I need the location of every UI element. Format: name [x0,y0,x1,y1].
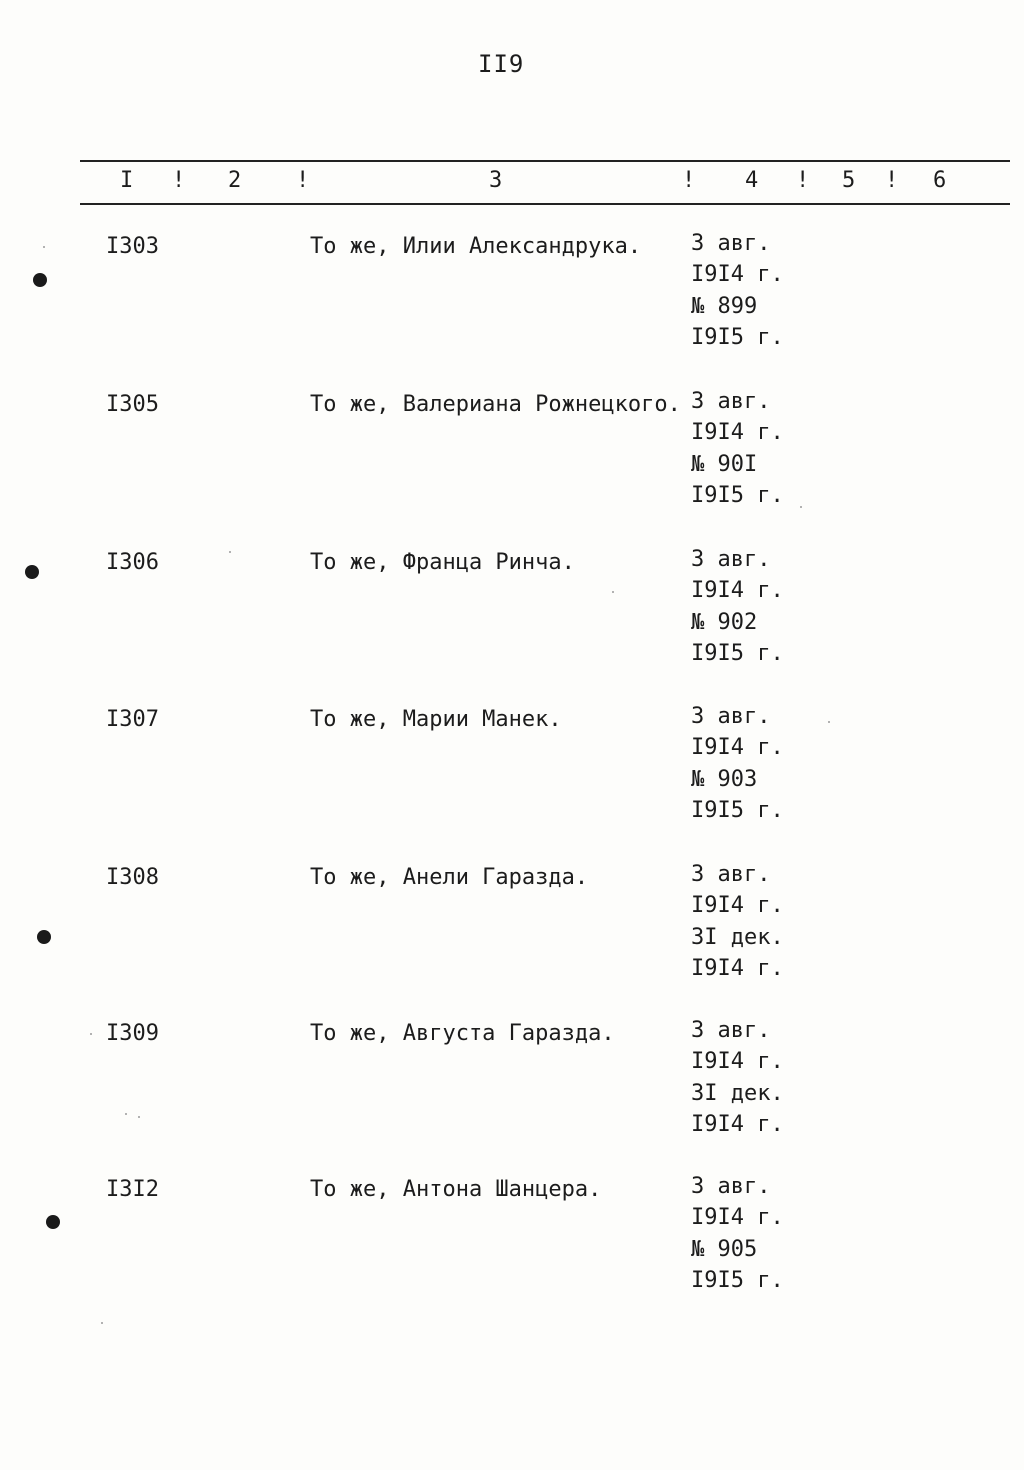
date-line: 3 авг. [691,862,771,887]
column-separator: ! [885,168,899,193]
date-line: 3 авг. [691,231,771,256]
date-line: I9I4 г. [691,578,784,604]
date-line: I9I4 г. [691,1205,784,1231]
date-line: I9I4 г. [691,420,784,446]
date-line: № 903 [691,766,758,792]
entry-description: То же, Августа Гаразда. [310,1021,615,1046]
date-line: I9I5 г. [691,324,784,350]
date-line: 3I дек. [691,1080,784,1106]
scan-speck [138,1116,140,1118]
date-line: I9I5 г. [691,640,784,666]
entry-description: То же, Марии Манек. [310,707,562,732]
column-header-6: 6 [933,168,947,193]
date-line: 3 авг. [691,1018,771,1043]
entry-dates [691,1171,784,1296]
entry-dates [691,544,784,669]
entry-description: То же, Франца Ринча. [310,550,575,575]
entry-number: I308 [106,865,159,890]
date-line: I9I4 г. [691,1111,784,1137]
header-rule-bottom [80,203,1010,205]
column-header-3: 3 [489,168,503,193]
date-line: I9I5 г. [691,1267,784,1293]
date-line: I9I5 г. [691,482,784,508]
entry-number: I309 [106,1021,159,1046]
scan-speck [800,506,802,508]
entry-description: То же, Анели Гаразда. [310,865,589,890]
date-line: I9I4 г. [691,735,784,761]
scan-speck [229,551,231,553]
punch-hole-mark [25,565,39,579]
date-line: № 90I [691,451,758,477]
punch-hole-mark [37,930,51,944]
entry-dates [691,701,784,826]
date-line: 3 авг. [691,547,771,572]
entry-dates [691,228,784,353]
scan-speck [90,1033,92,1035]
punch-hole-mark [33,273,47,287]
table-row [0,704,1024,847]
entry-number: I305 [106,392,159,417]
date-line: 3 авг. [691,1174,771,1199]
date-line: № 899 [691,293,758,319]
table-row [0,547,1024,690]
table-row [0,389,1024,532]
entry-dates [691,1015,784,1140]
page-number: II9 [478,50,525,78]
date-line: 3 авг. [691,704,771,729]
column-separator: ! [682,168,696,193]
date-line: № 905 [691,1236,758,1262]
scan-speck [43,246,45,248]
punch-hole-mark [46,1215,60,1229]
column-separator: ! [172,168,186,193]
date-line: I9I4 г. [691,1049,784,1075]
entry-number: I307 [106,707,159,732]
table-row [0,862,1024,1005]
table-row [0,231,1024,374]
scan-speck [612,591,614,593]
date-line: 3 авг. [691,389,771,414]
column-header-4: 4 [745,168,759,193]
entry-number: I3I2 [106,1177,159,1202]
entry-description: То же, Антона Шанцера. [310,1177,602,1202]
column-separator: ! [296,168,310,193]
table-row [0,1018,1024,1161]
entry-dates [691,386,784,511]
header-rule-top [80,160,1010,162]
entry-number: I303 [106,234,159,259]
date-line: 3I дек. [691,924,784,950]
scan-speck [101,1322,103,1324]
scan-speck [828,721,830,723]
date-line: I9I4 г. [691,893,784,919]
entry-description: То же, Илии Александрука. [310,234,642,259]
entry-number: I306 [106,550,159,575]
entry-description: То же, Валериана Рожнецкого. [310,392,681,417]
entry-dates [691,859,784,984]
date-line: I9I4 г. [691,955,784,981]
column-separator: ! [796,168,810,193]
column-header-5: 5 [842,168,856,193]
date-line: I9I5 г. [691,797,784,823]
table-row [0,1174,1024,1317]
column-header-1: I [120,168,134,193]
column-header-2: 2 [228,168,242,193]
scan-speck [125,1113,127,1115]
date-line: № 902 [691,609,758,635]
date-line: I9I4 г. [691,262,784,288]
